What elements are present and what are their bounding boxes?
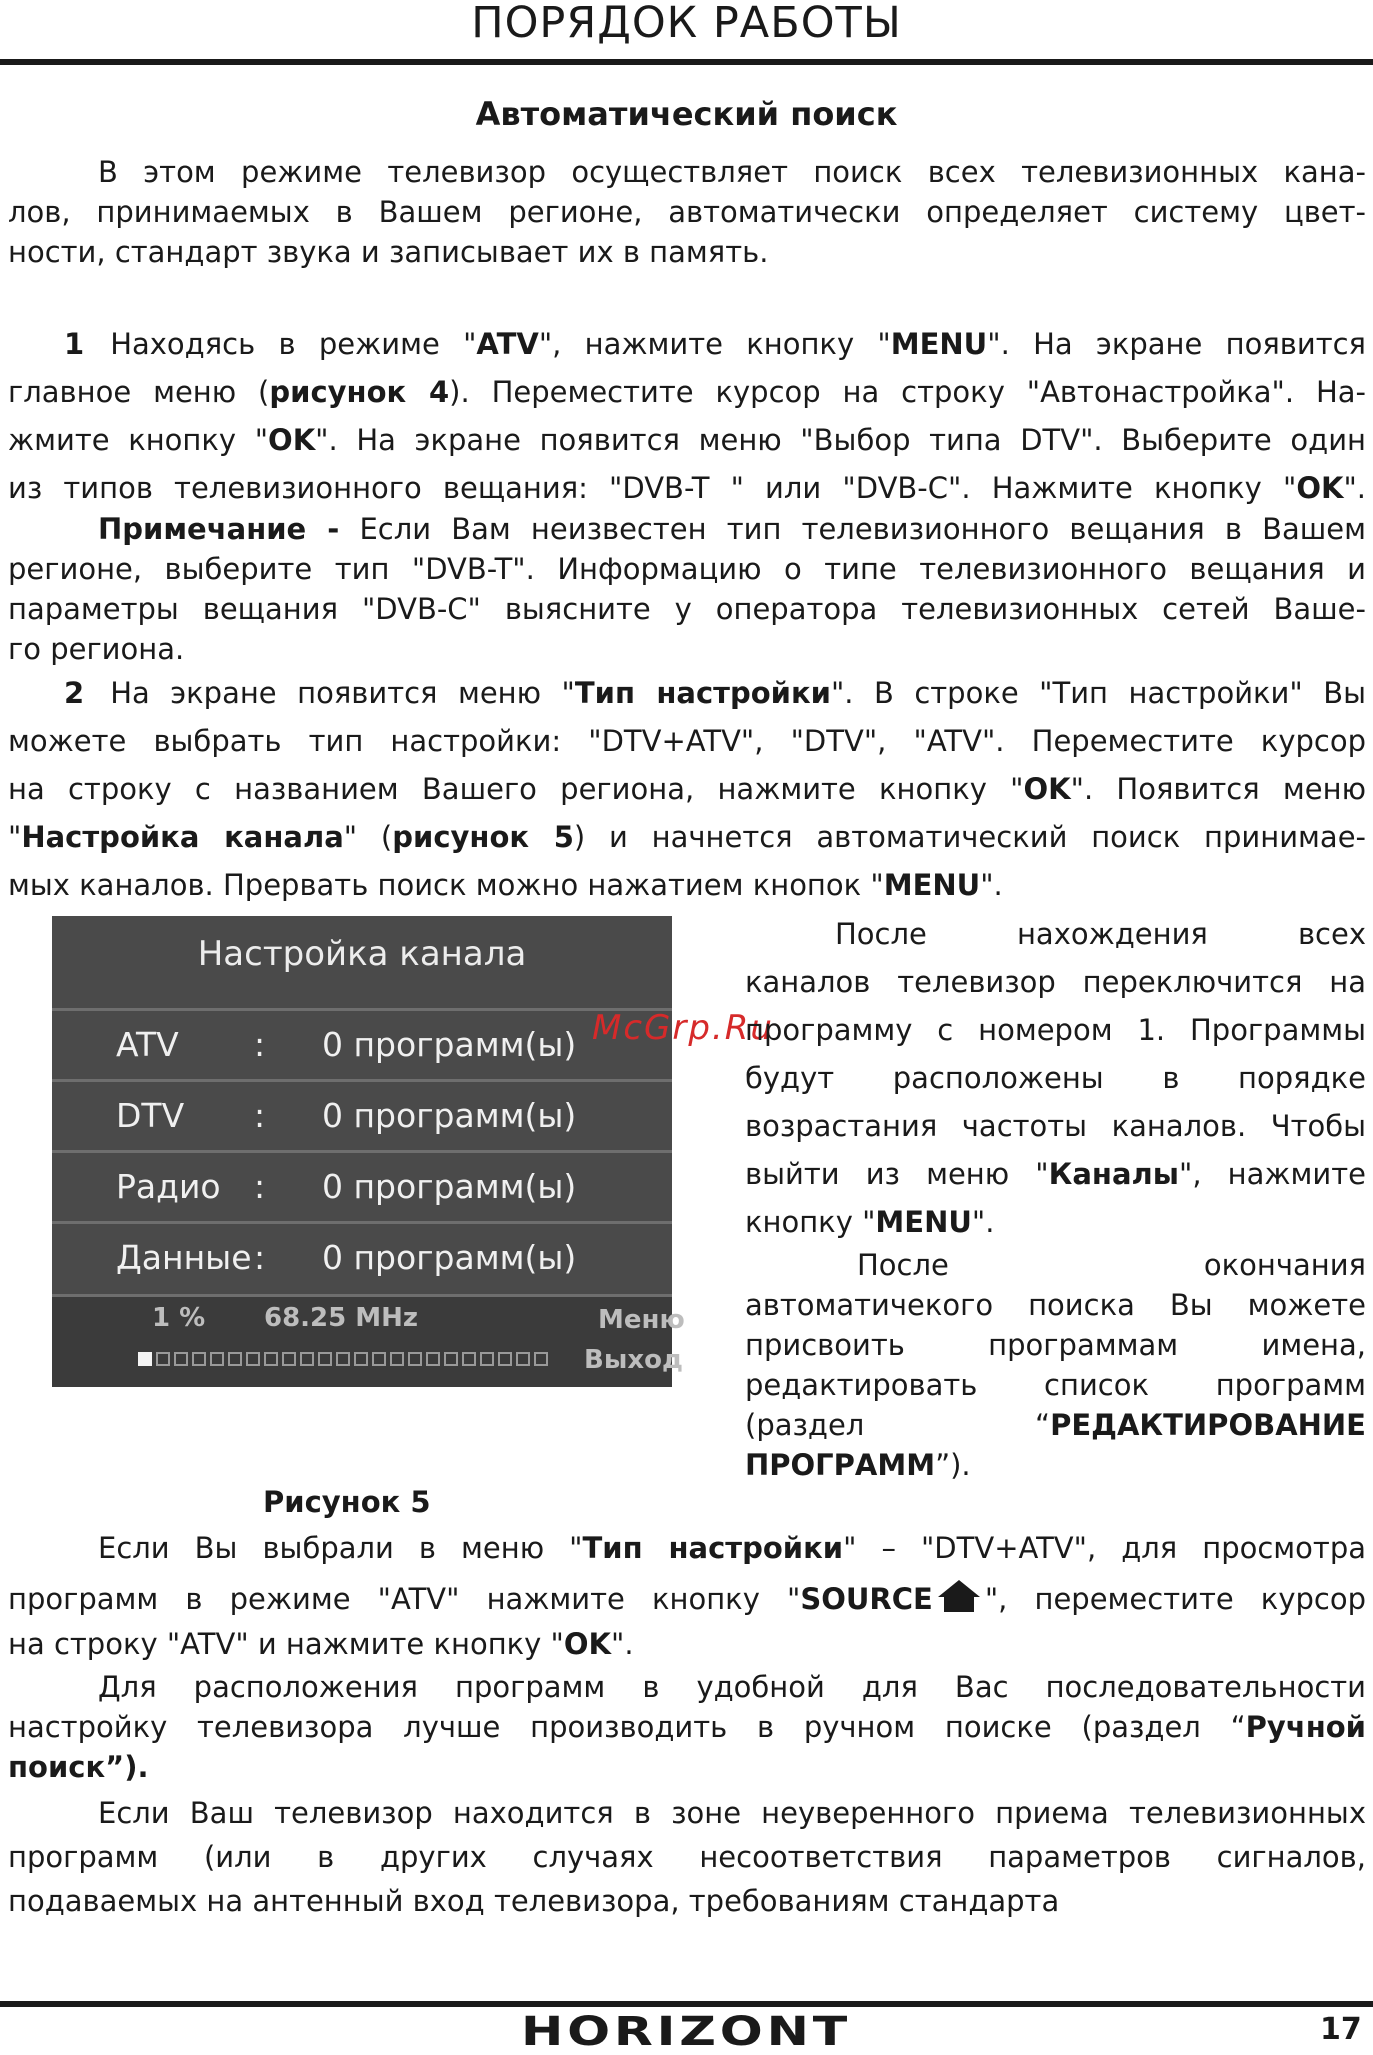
step2-line (8, 676, 1366, 710)
step-text: ", нажмите кнопку " (538, 327, 891, 361)
progress-segment (192, 1352, 206, 1366)
row-separator: : (254, 1096, 266, 1135)
progress-segment (426, 1352, 440, 1366)
step-text: ". На экране появится (987, 327, 1366, 361)
side-text: выйти из меню " (745, 1157, 1049, 1191)
step-text: " ( (343, 820, 393, 854)
progress-segment (210, 1352, 224, 1366)
step2-number: 2 (64, 676, 85, 710)
side-text: После окончания (857, 1248, 1366, 1282)
source-line (8, 1627, 1366, 1661)
brand-logo (518, 2009, 854, 2055)
body-text: ". (611, 1627, 634, 1661)
progress-segment (498, 1352, 512, 1366)
intro-line (8, 155, 1366, 189)
body-text: настройку телевизора лучше производить в ручном поиске (раздел “ (8, 1710, 1246, 1744)
section-heading: Автоматический поиск (475, 95, 898, 133)
side-line (835, 917, 1366, 951)
top-rule (0, 59, 1373, 65)
manual-line (8, 1670, 1366, 1704)
side-text: программу с номером 1. Программы (745, 1013, 1366, 1047)
body-bold: ”). (105, 1750, 149, 1784)
side-text: будут расположены в порядке (745, 1061, 1366, 1095)
body-text: " – "DTV+ATV", для просмотра (843, 1531, 1366, 1565)
scan-progress-bar (138, 1352, 548, 1370)
body-text: Если Вы выбрали в меню " (98, 1531, 583, 1565)
menu-status-bar (52, 1294, 685, 1387)
step-text: ). Переместите курсор на строку "Автонастройка". На- (449, 375, 1366, 409)
note-label: Примечание - (98, 512, 340, 546)
note-line (8, 592, 1366, 626)
step-bold: MENU (883, 868, 981, 902)
side-line (745, 1368, 1366, 1402)
side-text: ”). (935, 1448, 971, 1482)
body-text: программ (или в других случаях несоответствия параметров сигналов, (8, 1840, 1366, 1874)
step-bold: OK (1296, 471, 1344, 505)
scan-frequency: 68.25 MHz (264, 1303, 419, 1333)
body-text: ", переместите курсор (984, 1582, 1366, 1616)
step-text: можете выбрать тип настройки: "DTV+ATV", "DTV", "ATV". Переместите курсор (8, 724, 1366, 758)
step-text: " (8, 820, 22, 854)
manual-line (8, 1710, 1366, 1744)
side-text: (раздел “ (745, 1408, 1051, 1442)
intro-line (8, 235, 1366, 269)
body-text: Для расположения программ в удобной для Вас последовательности (98, 1670, 1366, 1704)
menu-title: Настройка канала (197, 934, 527, 974)
step-text: ". Появится меню (1070, 772, 1366, 806)
step-text: на строку с названием Вашего региона, нажмите кнопку " (8, 772, 1024, 806)
side-text: возрастания частоты каналов. Чтобы (745, 1109, 1366, 1143)
menu-row-radio (52, 1150, 672, 1221)
body-bold: SOURCE (800, 1582, 933, 1616)
progress-segment (390, 1352, 404, 1366)
menu-hint: Меню (598, 1305, 685, 1335)
source-line (8, 1531, 1366, 1565)
body-bold: поиск (8, 1750, 106, 1784)
step-text: ". На экране появится меню "Выбор типа DTV". Выберите один (315, 423, 1367, 457)
page-number: 17 (1320, 2012, 1362, 2047)
step-text: из типов телевизионного вещания: "DVB-T " или "DVB-C". Нажмите кнопку " (8, 471, 1297, 505)
weak-line (8, 1840, 1366, 1874)
row-label: DTV (116, 1096, 185, 1135)
step-text: Находясь в режиме " (110, 327, 477, 361)
progress-segment (228, 1352, 242, 1366)
progress-segment (408, 1352, 422, 1366)
step-text: ". В строке "Тип настройки" Вы (830, 676, 1367, 710)
body-text: Если Ваш телевизор находится в зоне неуверенного приема телевизионных (98, 1796, 1366, 1830)
step-bold: рисунок 5 (392, 820, 574, 854)
side-line (745, 1013, 1366, 1047)
progress-segment (480, 1352, 494, 1366)
side-text: ". (971, 1205, 995, 1239)
row-label: Радио (116, 1167, 221, 1206)
side-line (745, 1157, 1366, 1191)
watermark: McGrp.Ru (592, 1008, 774, 1048)
exit-hint: Выход (584, 1345, 683, 1375)
intro-text: лов, принимаемых в Вашем регионе, автоматически определяет систему цвет- (8, 195, 1366, 229)
side-line (745, 1328, 1366, 1362)
progress-segment (372, 1352, 386, 1366)
page-title: ПОРЯДОК РАБОТЫ (471, 0, 902, 48)
step2-line (8, 772, 1366, 806)
step-text: мых каналов. Прервать поиск можно нажатием кнопок " (8, 868, 884, 902)
row-separator: : (254, 1025, 266, 1064)
menu-row-data (52, 1221, 672, 1292)
note-line (8, 512, 1366, 546)
side-bold: РЕДАКТИРОВАНИЕ (1050, 1408, 1366, 1442)
progress-segment (156, 1352, 170, 1366)
body-bold: Ручной (1245, 1710, 1366, 1744)
weak-line (8, 1884, 1366, 1918)
body-text: программ в режиме "ATV" нажмите кнопку " (8, 1582, 801, 1616)
side-text: После нахождения всех (835, 917, 1366, 951)
step-text: ". (1343, 471, 1366, 505)
body-text: подаваемых на антенный вход телевизора, требованиям стандарта (8, 1884, 1060, 1918)
intro-text: ности, стандарт звука и записывает их в память. (8, 235, 769, 269)
progress-segment (138, 1352, 152, 1366)
side-line (745, 1288, 1366, 1322)
step1-line (8, 375, 1366, 409)
side-line (745, 1408, 1366, 1442)
side-line (745, 1109, 1366, 1143)
progress-segment (336, 1352, 350, 1366)
note-text: регионе, выберите тип "DVB-T". Информацию о типе телевизионного вещания и (8, 552, 1366, 586)
figure-caption: Рисунок 5 (263, 1485, 431, 1519)
source-line (8, 1579, 1366, 1620)
progress-segment (516, 1352, 530, 1366)
step-text: главное меню ( (8, 375, 270, 409)
body-bold: OK (563, 1627, 612, 1661)
menu-row-atv (52, 1008, 672, 1079)
row-separator: : (254, 1167, 266, 1206)
progress-segment (534, 1352, 548, 1366)
weak-line (8, 1796, 1366, 1830)
intro-line (8, 195, 1366, 229)
note-text: го региона. (8, 632, 185, 666)
progress-segment (300, 1352, 314, 1366)
step-bold: ATV (476, 327, 539, 361)
progress-segment (318, 1352, 332, 1366)
body-bold: Тип настройки (582, 1531, 844, 1565)
side-text: кнопку " (745, 1205, 876, 1239)
row-label: ATV (116, 1025, 179, 1064)
step-bold: OK (268, 423, 316, 457)
step-bold: Настройка канала (21, 820, 344, 854)
step1-number: 1 (64, 327, 85, 361)
row-value: 0 программ(ы) (322, 1025, 577, 1064)
progress-segment (462, 1352, 476, 1366)
row-label: Данные (116, 1238, 252, 1277)
progress-segment (246, 1352, 260, 1366)
progress-segment (174, 1352, 188, 1366)
step2-line (8, 724, 1366, 758)
row-value: 0 программ(ы) (322, 1238, 577, 1277)
side-text: присвоить программам имена, (745, 1328, 1366, 1362)
side-line (745, 1448, 1366, 1482)
note-text: Если Вам неизвестен тип телевизионного вещания в Вашем (339, 512, 1366, 546)
side-bold: MENU (875, 1205, 972, 1239)
progress-segment (264, 1352, 278, 1366)
body-text: на строку "ATV" и нажмите кнопку " (8, 1627, 564, 1661)
side-text: автоматичекого поиска Вы можете (745, 1288, 1366, 1322)
side-text: редактировать список программ (745, 1368, 1366, 1402)
step-text: ) и начнется автоматический поиск принимае- (573, 820, 1366, 854)
manual-line (8, 1750, 1366, 1784)
note-line (8, 552, 1366, 586)
step-bold: рисунок 4 (269, 375, 450, 409)
row-value: 0 программ(ы) (322, 1096, 577, 1135)
row-value: 0 программ(ы) (322, 1167, 577, 1206)
intro-text: В этом режиме телевизор осуществляет поиск всех телевизионных кана- (98, 155, 1366, 189)
side-bold: ПРОГРАММ (745, 1448, 936, 1482)
step1-line (8, 423, 1366, 457)
step2-line (8, 868, 1366, 902)
note-line (8, 632, 1366, 666)
row-separator: : (254, 1238, 266, 1277)
step2-line (8, 820, 1366, 854)
progress-segment (282, 1352, 296, 1366)
progress-segment (444, 1352, 458, 1366)
progress-segment (354, 1352, 368, 1366)
side-line (745, 965, 1366, 999)
step-bold: MENU (890, 327, 988, 361)
step-bold: OK (1023, 772, 1071, 806)
side-bold: Каналы (1048, 1157, 1179, 1191)
step1-line (8, 471, 1366, 505)
step1-line (8, 327, 1366, 361)
step-text: жмите кнопку " (8, 423, 269, 457)
side-line (745, 1061, 1366, 1095)
step-text: ". (980, 868, 1003, 902)
menu-row-dtv (52, 1079, 672, 1150)
house-icon (937, 1579, 981, 1620)
svg-text:HORIZONT: HORIZONT (521, 2009, 851, 2055)
step-text: На экране появится меню " (110, 676, 575, 710)
scan-percent: 1 % (152, 1303, 206, 1333)
bottom-rule (0, 2001, 1373, 2007)
side-text: ", нажмите (1179, 1157, 1366, 1191)
step-bold: Тип настройки (574, 676, 831, 710)
side-text: каналов телевизор переключится на (745, 965, 1366, 999)
side-line (745, 1205, 1366, 1239)
note-text: параметры вещания "DVB-C" выясните у оператора телевизионных сетей Ваше- (8, 592, 1366, 626)
side-line (857, 1248, 1366, 1282)
